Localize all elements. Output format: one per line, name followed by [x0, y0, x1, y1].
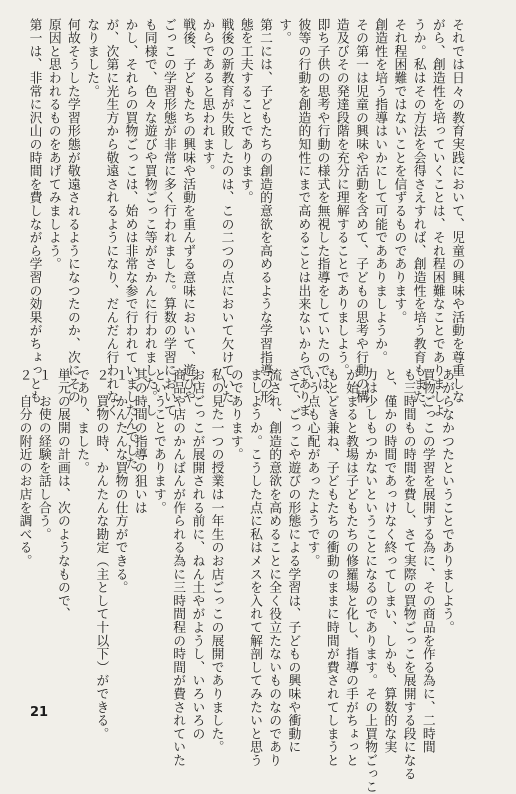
text-line: さて、ごっこや遊びの形態による学習は、子どもの興味や衝動に	[285, 368, 301, 754]
text-line: も三時間もの時間を費し、さて実際の買物ごっこを展開する段になる	[400, 368, 416, 781]
text-line: と、僅かの時間であっけなく終ってしまい、しかも、算数的な実	[381, 368, 397, 754]
text-line: 単元の展開の計画は、次のようなもので、	[54, 368, 70, 621]
text-line: ましようか。こうした点に私はメスを入れて解剖してみたいと思う	[246, 368, 262, 767]
text-line: す。	[276, 18, 292, 45]
text-line: 造及びその発達段階を充分に理解することでありましよう。	[333, 18, 349, 378]
text-line: 原因と思われるものをあげてみましよう。	[45, 18, 61, 271]
text-line: それ程困難ではないことを信ずるものであります。	[391, 18, 407, 324]
text-line: が、次第に光生方から敬遠されるようになり、だんだん行われなく	[103, 18, 119, 417]
text-line: １ かんたんな買物の仕方ができる。	[112, 368, 128, 595]
text-line: 態を工夫することであります。	[237, 18, 253, 205]
text-line: 戦後の新教育が失敗したのは、この二つの点において欠けていた	[218, 18, 234, 404]
text-line: 流され、創造的意欲を高めることに全く役立たないものなのであり	[266, 368, 282, 767]
text-line: ２ 自分の附近のお店を調べる。	[16, 368, 32, 568]
text-line: 買物ごっこの学習を展開する為に、その商品を作る為に、二時間	[419, 368, 435, 754]
text-line: 第二には、子どもたちの創造的意欲を高めるような学習指導の形	[256, 18, 272, 404]
text-line: が始まると教場は子どもたちの修羅場と化し、指導の手がちょっと	[342, 368, 358, 767]
text-line: 創造性を培う指導はいかにして可能であありましようか。	[372, 18, 388, 364]
text-line: 戦後、子どもたちの興味や活動を重んずる意味において、遊びや	[180, 18, 196, 404]
page-number: 21	[30, 705, 49, 720]
text-line: あがらなかつたということでありましよう。	[439, 368, 454, 634]
text-line: なりました。	[84, 18, 100, 98]
text-line: 何故そうした学習形態が敬遠されるようになつたのか、次にその	[64, 18, 80, 404]
text-line: ごっこの学習形態が非常に多く行われました。算数の学習において	[160, 18, 176, 417]
text-line: もとどき兼ね、子どもたちの衝動のままに時間が費されてしまうと	[323, 368, 339, 767]
text-line: も同様で、色々な遊びや買物ごっこ等がさかんに行われました。し	[141, 18, 157, 417]
text-line: お店ごっこが展開される前に、ねん土やがようし、いろいろの	[189, 368, 205, 741]
text-line: うか。私はその方法を会得さえすれば、創造性を培う教育もまた、	[410, 18, 426, 417]
text-line: からであると思われます。	[199, 18, 215, 178]
text-line: それでは日々の教育実践において、児童の興味や活動を尊重しな	[449, 18, 464, 404]
text-line: であり、ました。	[74, 368, 90, 475]
text-line: 彼等の行動を創造的知性にまで高めることは出来ないからでありま	[295, 18, 311, 417]
text-line: いう点も心配があったようです。	[304, 368, 320, 568]
text-line: その第一は児童の興味や活動を含めて、子どもの思考や行動の構	[352, 18, 368, 404]
text-line: のであります。	[227, 368, 243, 462]
text-line: 私の見た一つの授業は一年生のお店ごっこの展開でありました。	[208, 368, 224, 754]
text-line: 力は少しもつかないということになるのであります。その上買物ごっこ	[362, 368, 378, 794]
text-line: 第一は、非常に沢山の時間を費しながら学習の効果がちょっとも	[26, 18, 42, 404]
text-line: 其の時間の指導の狙いは	[131, 368, 147, 515]
text-line: １ お使の経験を話し合う。	[35, 368, 51, 541]
text-line: がら、創造性を培っていくことは、それ程困難なことでありましよ	[429, 18, 445, 417]
text-line: 商品や店のかんばんが作られる為に三時間程の時間が費されていた	[170, 368, 186, 767]
text-line: 即ち子供の思考や行動の様式を無視した指導をしていたのでは、	[314, 18, 330, 404]
text-line: ということであります。	[150, 368, 166, 515]
text-line: かし、それらの買物ごっこは、始めは非常な参で行われていましたんでした	[122, 18, 138, 471]
text-line: ２ 買物の時、かんたんな勘定（主として十以下）ができる。	[93, 368, 109, 741]
